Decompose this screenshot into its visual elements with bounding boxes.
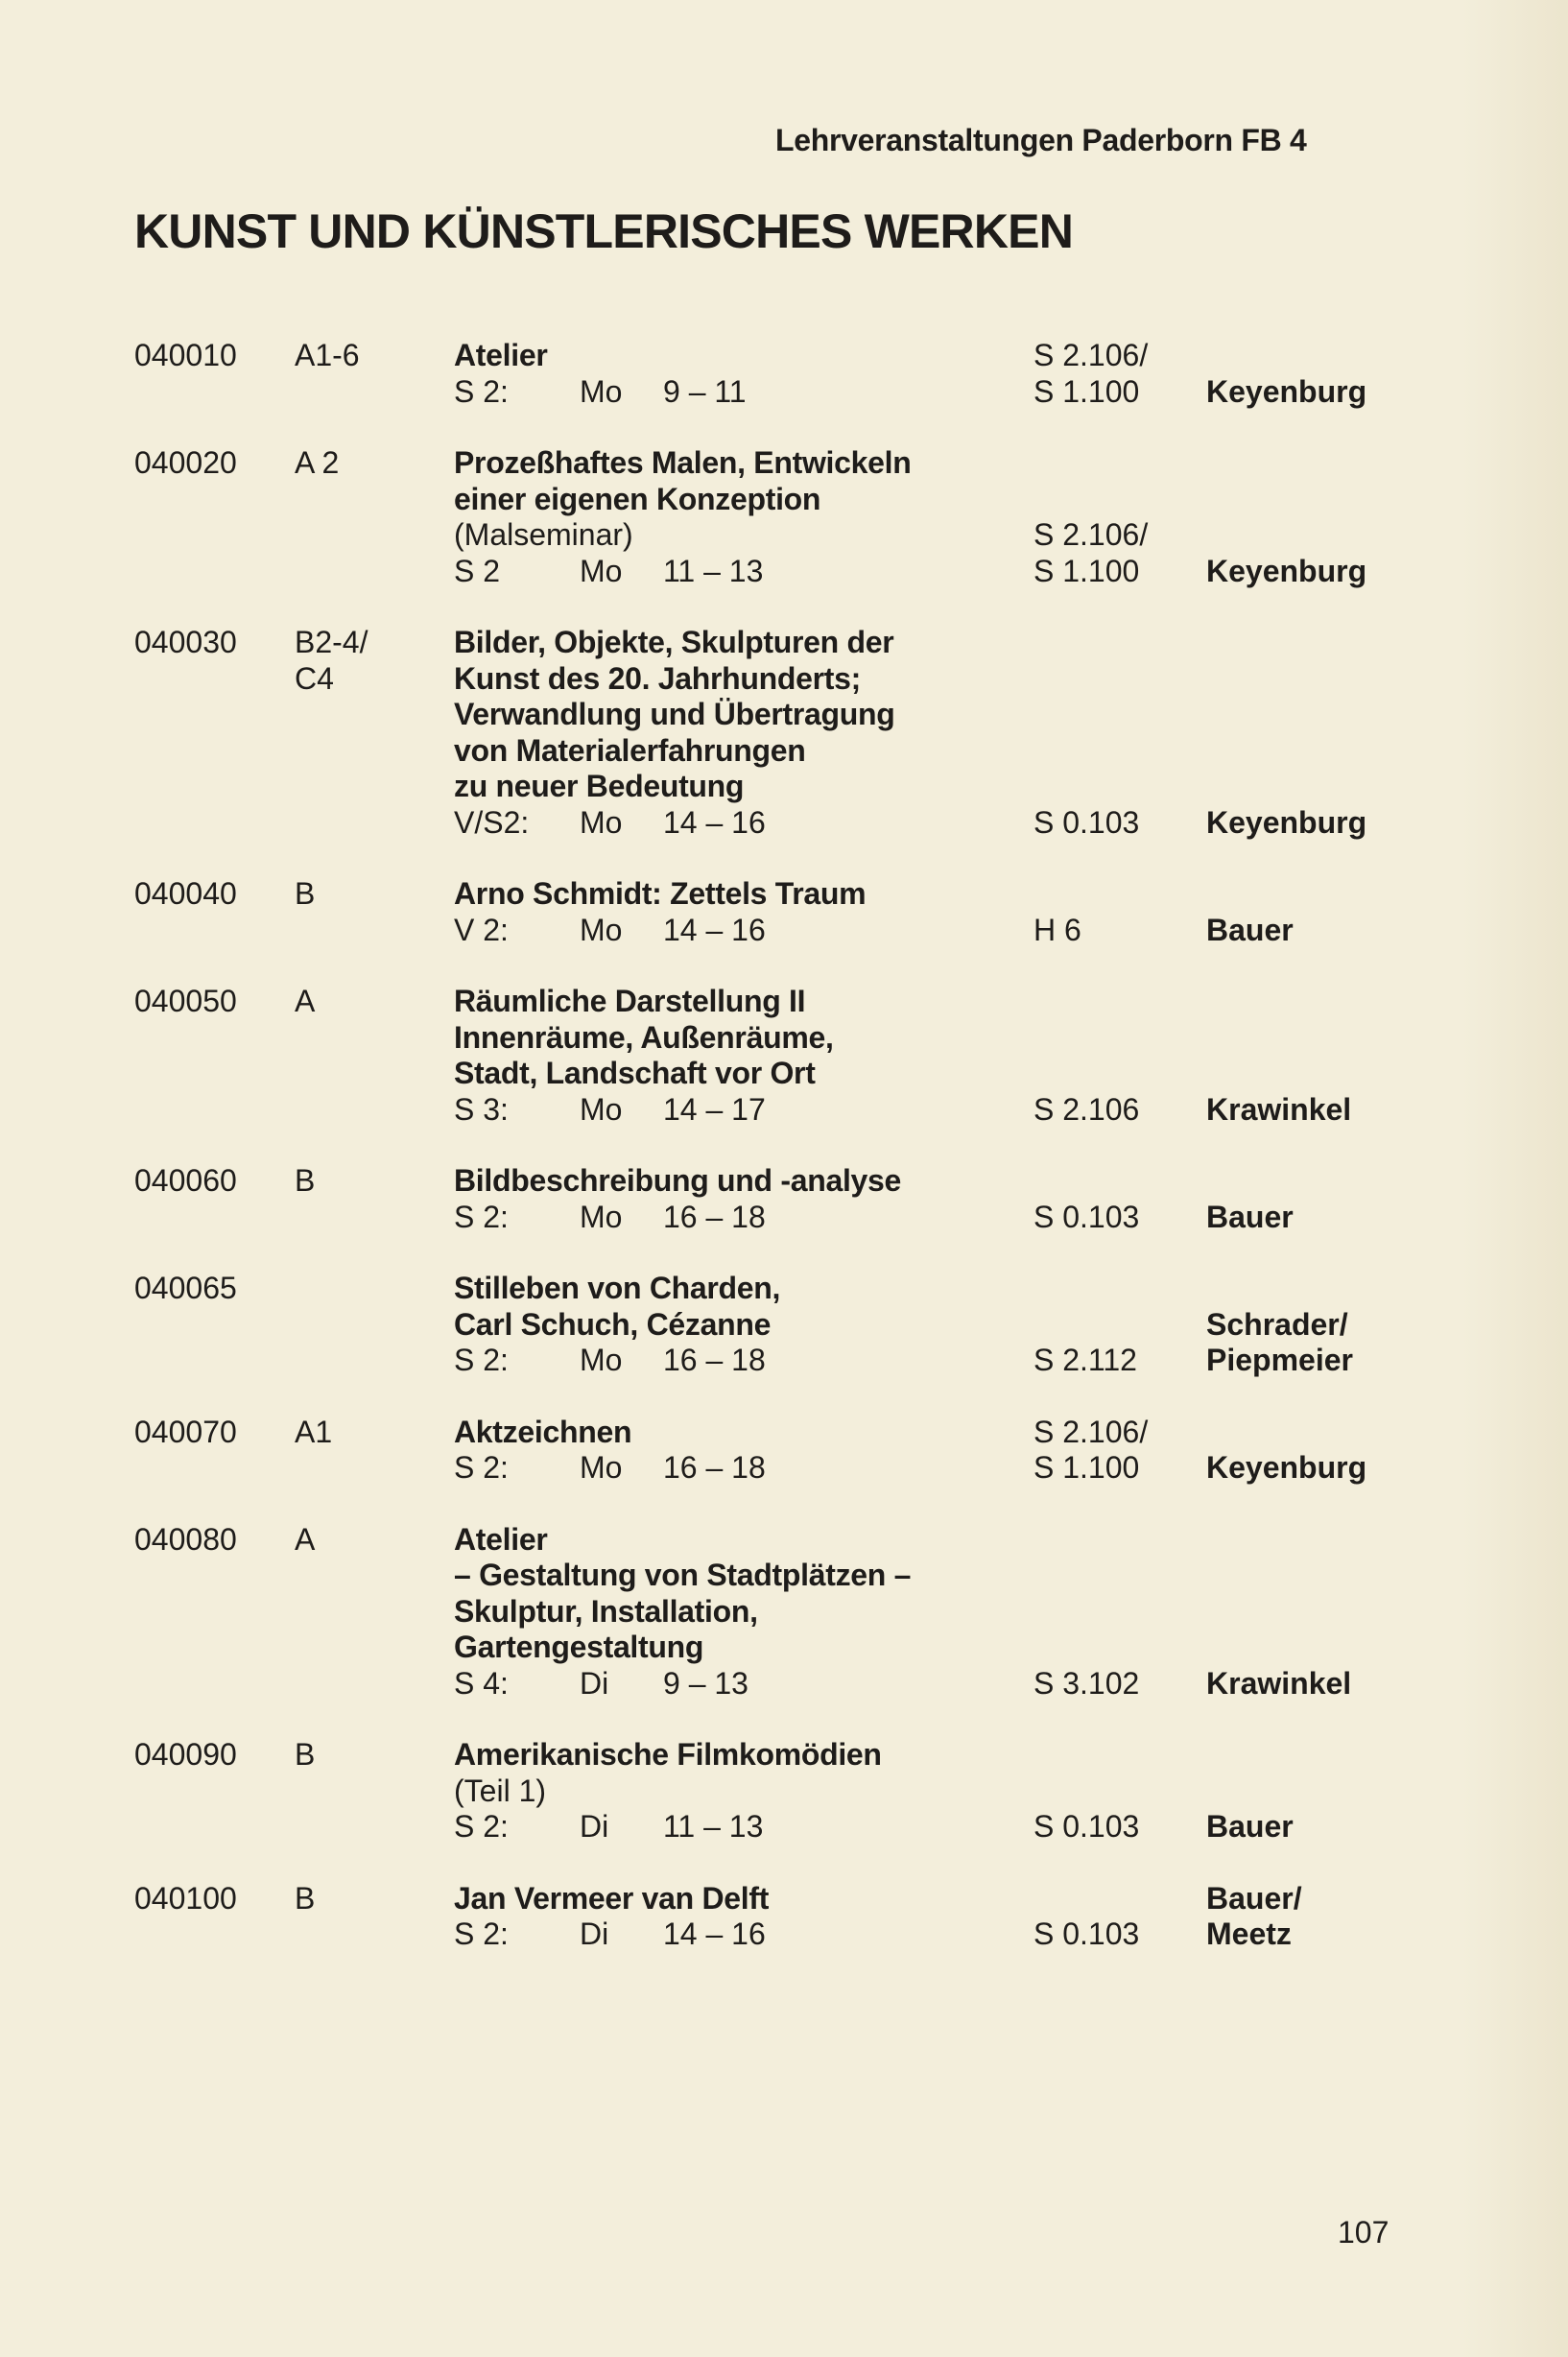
course-room-line: S 3.102 [1033,1665,1140,1701]
course-instructor [1206,1450,1401,1487]
course-day: Mo [580,1343,623,1377]
course-title-line: Jan Vermeer van Delft [454,1880,770,1916]
course-instructor-line: Keyenburg [1206,1450,1367,1485]
course-room-line: S 1.100 [1033,553,1140,588]
running-head: Lehrveranstaltungen Paderborn FB 4 [775,123,1307,157]
course-info [454,876,1033,948]
course-title-line: Bilder, Objekte, Skulpturen der [454,625,894,659]
course-time: 14 – 16 [663,912,766,947]
course-room-line: S 0.103 [1033,1809,1140,1844]
course-title-line: Aktzeichnen [454,1414,632,1449]
course-category-line: A1 [295,1414,333,1449]
course-title-line: Räumliche Darstellung II [454,984,806,1018]
course-title-line: Atelier [454,1521,548,1557]
course-title-line: Carl Schuch, Cézanne [454,1306,772,1342]
course-category [295,1737,454,1845]
course-number: 040050 [134,984,237,1018]
course-entry [134,338,1401,410]
course-room-line: S 0.103 [1033,804,1140,840]
course-entry [134,1881,1401,1953]
course-subtitle: (Teil 1) [454,1773,547,1808]
course-schedule [454,1343,1033,1379]
course-category [295,984,454,1128]
course-time: 16 – 18 [663,1343,766,1377]
course-title-line: einer eigenen Konzeption [454,481,821,516]
course-info [454,1522,1033,1702]
course-category [295,1163,454,1235]
course-category-line: A [295,984,316,1018]
course-type: S 2: [454,1917,509,1951]
course-instructor [1206,1092,1401,1129]
course-room-line: S 2.106/ [1033,517,1149,552]
course-info [454,1415,1033,1487]
course-title-line: Verwandlung und Übertragung [454,697,895,731]
course-category-line: A [295,1521,316,1557]
course-info [454,445,1033,589]
course-schedule [454,1200,1033,1236]
course-category [295,1415,454,1487]
course-instructor-line: Piepmeier [1206,1343,1353,1377]
course-day: Mo [580,1199,623,1234]
course-info [454,625,1033,841]
course-entry [134,625,1401,841]
course-type: S 2: [454,1809,509,1844]
course-title-line: Gartengestaltung [454,1630,704,1664]
course-schedule [454,1450,1033,1487]
course-day: Mo [580,373,623,409]
course-instructor-line: Keyenburg [1206,373,1367,409]
course-instructor [1206,1307,1401,1379]
course-type: V 2: [454,912,509,947]
course-instructor-line: Bauer [1206,1809,1294,1844]
course-instructor-line: Keyenburg [1206,804,1367,840]
course-instructor [1206,554,1401,590]
course-room-line: S 1.100 [1033,1450,1140,1485]
course-instructor [1206,1200,1401,1236]
course-title-line: Stadt, Landschaft vor Ort [454,1056,816,1090]
course-instructor-line: Bauer [1206,912,1294,947]
course-instructor [1206,913,1401,949]
course-day: Di [580,1665,609,1701]
course-day: Mo [580,912,623,947]
course-number: 040020 [134,445,237,480]
course-room-line: S 0.103 [1033,1199,1140,1234]
page-number: 107 [1338,2215,1390,2250]
course-time: 14 – 17 [663,1091,766,1127]
course-day: Di [580,1809,609,1844]
course-day: Mo [580,1091,623,1127]
course-title-line: Skulptur, Installation, [454,1593,758,1629]
course-title-line: Bildbeschreibung und -analyse [454,1163,902,1198]
course-category-line: B [295,876,316,911]
course-day: Mo [580,804,623,840]
course-time: 14 – 16 [663,1917,766,1951]
course-room [1033,1092,1206,1129]
course-type: S 4: [454,1665,509,1701]
course-title-line: – Gestaltung von Stadtplätzen – [454,1558,912,1592]
course-category [295,625,454,841]
course-title-line: Innenräume, Außenräume, [454,1019,834,1055]
course-info [454,1271,1033,1379]
course-number: 040040 [134,876,237,911]
course-info [454,984,1033,1128]
page-title: KUNST UND KÜNSTLERISCHES WERKEN [134,204,1074,258]
course-list [134,338,1401,1988]
course-entry [134,1271,1401,1379]
course-time: 16 – 18 [663,1199,766,1234]
course-day: Mo [580,1450,623,1485]
course-number: 040090 [134,1737,237,1772]
course-instructor [1206,1809,1401,1845]
course-info [454,1163,1033,1235]
course-schedule [454,1092,1033,1129]
course-time: 14 – 16 [663,804,766,840]
course-time: 16 – 18 [663,1450,766,1485]
course-title-line: Amerikanische Filmkomödien [454,1737,882,1772]
course-instructor [1206,374,1401,411]
course-schedule [454,374,1033,411]
course-day: Di [580,1917,609,1951]
course-room-line: S 2.106/ [1033,338,1149,372]
course-category [295,876,454,948]
course-room-line: H 6 [1033,912,1081,947]
course-title-line: Prozeßhaftes Malen, Entwickeln [454,445,912,480]
course-time: 11 – 13 [663,1809,764,1844]
course-entry [134,1163,1401,1235]
course-type: S 2: [454,373,509,409]
course-schedule [454,554,1033,590]
course-room-line: S 2.112 [1033,1343,1137,1377]
course-title-line: Arno Schmidt: Zettels Traum [454,876,867,911]
course-entry [134,1737,1401,1845]
course-number: 040070 [134,1414,237,1449]
course-entry [134,1415,1401,1487]
page-edge-shading [1462,0,1568,2357]
course-title-line: Kunst des 20. Jahrhunderts; [454,660,861,696]
course-room [1033,1343,1206,1379]
course-room [1033,805,1206,842]
course-room-line: S 1.100 [1033,373,1140,409]
course-schedule [454,913,1033,949]
course-entry [134,984,1401,1128]
course-category-line: B [295,1163,316,1198]
course-category [295,338,454,410]
course-room [1033,1415,1206,1487]
course-category-line: A 2 [295,445,340,480]
course-category [295,445,454,589]
course-room [1033,517,1206,589]
course-number: 040030 [134,625,237,659]
course-schedule [454,1666,1033,1702]
course-room-line: S 2.106/ [1033,1414,1149,1449]
course-title-line: zu neuer Bedeutung [454,769,745,803]
course-category-line: B [295,1737,316,1772]
course-time: 9 – 11 [663,373,747,409]
course-room [1033,1200,1206,1236]
course-schedule [454,1917,1033,1953]
course-type: S 2: [454,1199,509,1234]
course-number: 040060 [134,1163,237,1198]
course-number: 040100 [134,1880,237,1916]
course-category [295,1522,454,1702]
course-day: Mo [580,553,623,588]
course-schedule [454,1809,1033,1845]
course-category [295,1271,454,1379]
course-room [1033,913,1206,949]
course-room [1033,1666,1206,1702]
course-instructor-line: Krawinkel [1206,1665,1352,1701]
course-type: S 3: [454,1091,509,1127]
course-instructor [1206,1881,1401,1953]
course-entry [134,876,1401,948]
course-type: V/S2: [454,804,530,840]
course-room-line: S 2.106 [1033,1091,1140,1127]
course-time: 9 – 13 [663,1665,748,1701]
course-title-line: Stilleben von Charden, [454,1271,781,1305]
course-room [1033,338,1206,410]
course-number: 040065 [134,1271,237,1305]
course-type: S 2: [454,1343,509,1377]
course-time: 11 – 13 [663,553,764,588]
course-info [454,338,1033,410]
course-instructor-line: Meetz [1206,1917,1292,1951]
course-room [1033,1809,1206,1845]
course-number: 040080 [134,1521,237,1557]
course-info [454,1737,1033,1845]
course-type: S 2 [454,553,501,588]
course-instructor [1206,1666,1401,1702]
course-number: 040010 [134,338,237,372]
course-instructor-line: Krawinkel [1206,1091,1352,1127]
course-room [1033,1917,1206,1953]
course-type: S 2: [454,1450,509,1485]
course-room-line: S 0.103 [1033,1917,1140,1951]
course-instructor-line: Bauer/ [1206,1880,1302,1916]
course-category-line: A1-6 [295,338,360,372]
course-schedule [454,805,1033,842]
course-category-line: B [295,1880,316,1916]
course-instructor-line: Bauer [1206,1199,1294,1234]
course-entry [134,445,1401,589]
course-title-line: Atelier [454,338,548,372]
course-instructor-line: Keyenburg [1206,553,1367,588]
course-subtitle: (Malseminar) [454,517,633,552]
course-category-line: B2-4/ [295,625,368,659]
course-instructor-line: Schrader/ [1206,1306,1348,1342]
course-category [295,1881,454,1953]
course-instructor [1206,805,1401,842]
course-category-line: C4 [295,660,334,696]
course-info [454,1881,1033,1953]
course-entry [134,1522,1401,1702]
course-title-line: von Materialerfahrungen [454,732,806,768]
